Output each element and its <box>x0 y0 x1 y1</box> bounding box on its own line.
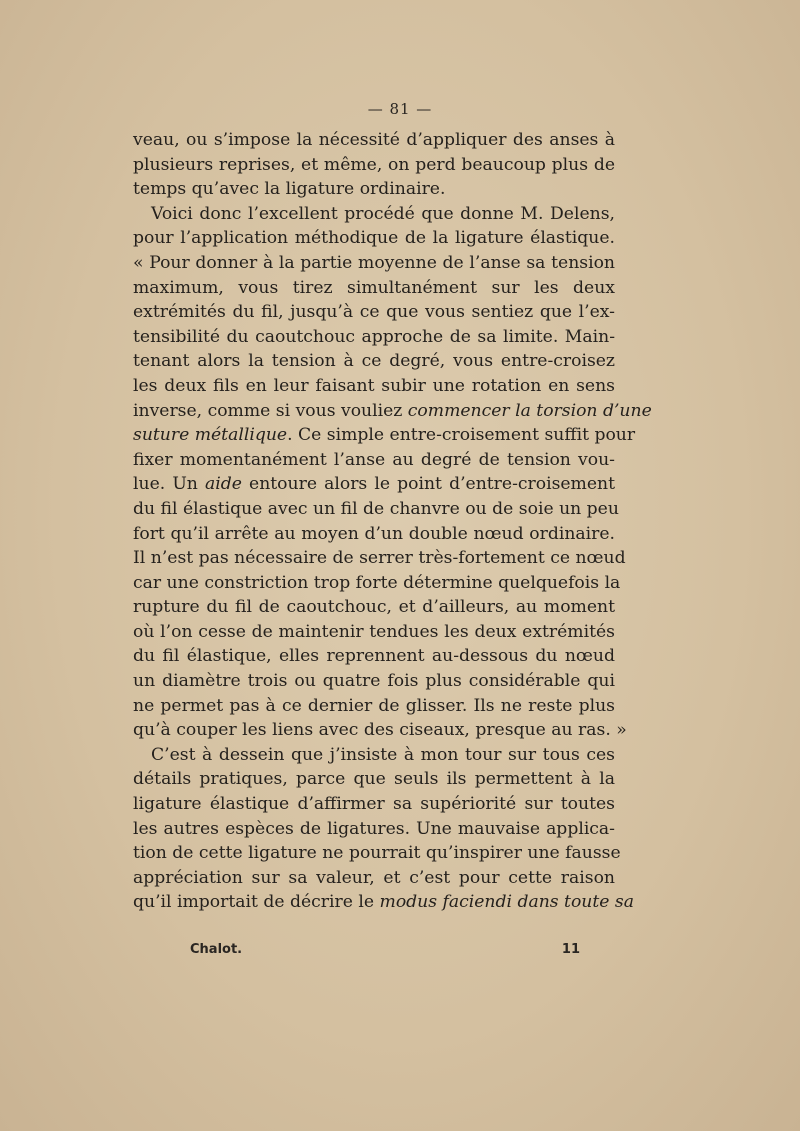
italic-segment: suture métallique <box>133 425 288 446</box>
text-line: Voici donc l’excellent procédé que donne M. Delens, <box>151 203 615 224</box>
text-line <box>133 472 615 497</box>
text-line: fort qu’il arrête au moyen d’un double nœud ordinaire. <box>133 523 615 544</box>
text-line <box>133 399 652 424</box>
page-number: — 81 — <box>367 100 433 118</box>
text-segment: lue. Un <box>133 474 205 495</box>
text-line: tenant alors la tension à ce degré, vous entre-croisez <box>133 351 615 372</box>
text-line: car une constriction trop forte détermine quelquefois la <box>133 572 621 593</box>
text-line: tensibilité du caoutchouc approche de sa limite. Main- <box>133 326 615 347</box>
text-line: Il n’est pas nécessaire de serrer très-fortement ce nœud <box>133 548 626 569</box>
text-line: pour l’application méthodique de la ligature élastique. <box>133 228 615 249</box>
text-line: les deux fils en leur faisant subir une rotation en sens <box>133 375 615 396</box>
text-line: qu’à couper les liens avec des ciseaux, presque au ras. » <box>133 720 627 741</box>
text-line: temps qu’avec la ligature ordinaire. <box>133 179 446 200</box>
text-line: détails pratiques, parce que seuls ils permettent à la <box>133 769 615 790</box>
text-line: où l’on cesse de maintenir tendues les deux extrémités <box>133 621 615 642</box>
text-segment: entoure alors le point d’entre-croisement <box>241 474 616 495</box>
page-footer <box>190 942 580 957</box>
text-line <box>133 423 636 448</box>
text-line: ne permet pas à ce dernier de glisser. Ils ne reste plus <box>133 695 615 716</box>
footer-signature: 11 <box>561 942 580 957</box>
text-line: plusieurs reprises, et même, on perd beaucoup plus de <box>133 154 615 175</box>
text-line: appréciation sur sa valeur, et c’est pour cette raison <box>133 867 615 888</box>
text-segment: qu’il importait de décrire le <box>133 892 380 913</box>
text-line: veau, ou s’impose la nécessité d’appliquer des anses à <box>133 130 615 150</box>
text-line: du fil élastique avec un fil de chanvre ou de soie un peu <box>133 498 619 519</box>
footer-author: Chalot. <box>190 942 243 957</box>
text-segment: . Ce simple entre-croisement suffit pour <box>287 425 636 446</box>
text-segment: inverse, comme si vous vouliez <box>133 400 408 421</box>
text-line: extrémités du fil, jusqu’à ce que vous sentiez que l’ex- <box>133 302 615 323</box>
text-line: du fil élastique, elles reprennent au-dessous du nœud <box>133 646 615 667</box>
text-line: C’est à dessein que j’insiste à mon tour sur tous ces <box>151 744 615 765</box>
body-text <box>133 128 652 915</box>
italic-segment: commencer la torsion d’une <box>407 400 652 421</box>
text-line: un diamètre trois ou quatre fois plus considérable qui <box>133 671 615 692</box>
text-line: maximum, vous tirez simultanément sur les deux <box>133 277 615 298</box>
text-line: rupture du fil de caoutchouc, et d’ailleurs, au moment <box>133 597 615 618</box>
text-line: les autres espèces de ligatures. Une mauvaise applica- <box>133 818 615 839</box>
text-line: « Pour donner à la partie moyenne de l’anse sa tension <box>133 252 615 273</box>
text-line: fixer momentanément l’anse au degré de tension vou- <box>133 449 615 470</box>
italic-segment: aide <box>205 474 242 495</box>
text-line: tion de cette ligature ne pourrait qu’inspirer une fausse <box>133 843 621 864</box>
italic-segment: modus faciendi dans toute sa <box>379 892 634 913</box>
text-line: ligature élastique d’affirmer sa supériorité sur toutes <box>133 794 615 815</box>
text-line <box>133 890 634 915</box>
